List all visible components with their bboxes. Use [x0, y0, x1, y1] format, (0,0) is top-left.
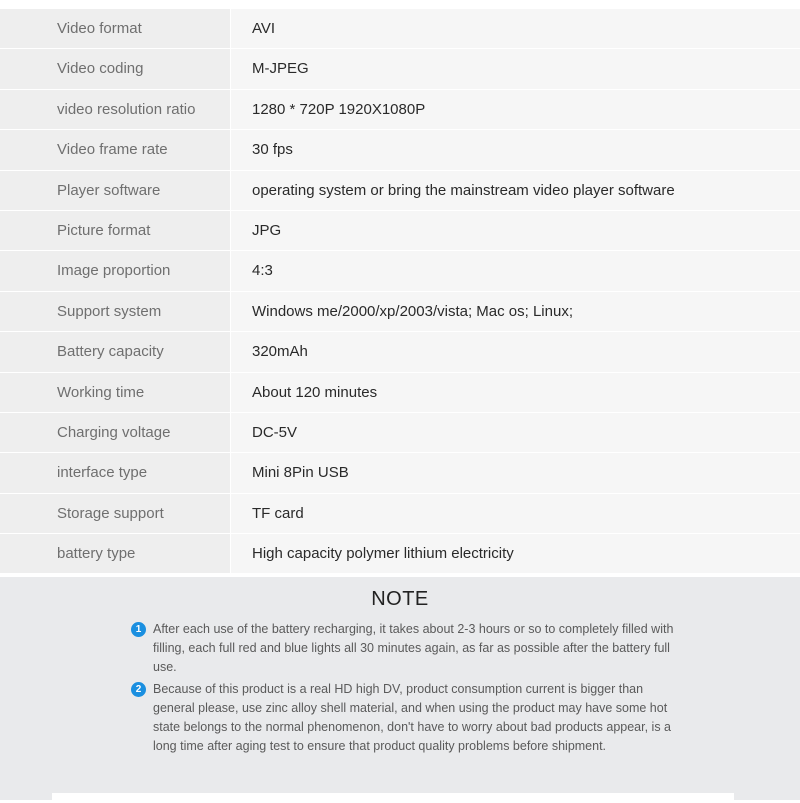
- spec-value: 30 fps: [231, 130, 800, 169]
- spec-label: Support system: [0, 292, 231, 331]
- spec-row-storage-support: [0, 494, 800, 534]
- spec-row-battery-type: [0, 534, 800, 574]
- spec-value: AVI: [231, 9, 800, 48]
- spec-label: Image proportion: [0, 251, 231, 290]
- spec-label: Working time: [0, 373, 231, 412]
- note-section: [0, 577, 800, 800]
- spec-value: 1280 * 720P 1920X1080P: [231, 90, 800, 129]
- spec-label: Storage support: [0, 494, 231, 533]
- spec-row-charging-voltage: [0, 413, 800, 453]
- spec-row-frame-rate: [0, 130, 800, 170]
- spec-value: Windows me/2000/xp/2003/vista; Mac os; Linux;: [231, 292, 800, 331]
- spec-value: Mini 8Pin USB: [231, 453, 800, 492]
- number-badge-icon: 1: [131, 622, 146, 637]
- spec-value: 320mAh: [231, 332, 800, 371]
- spec-row-resolution: [0, 90, 800, 130]
- spec-label: Video frame rate: [0, 130, 231, 169]
- spec-value: JPG: [231, 211, 800, 250]
- spec-row-interface-type: [0, 453, 800, 493]
- spec-row-working-time: [0, 373, 800, 413]
- note-item-1: [131, 620, 676, 677]
- spec-label: interface type: [0, 453, 231, 492]
- note-item-2: [131, 680, 676, 756]
- spec-label: Video format: [0, 9, 231, 48]
- spec-table: [0, 9, 800, 574]
- note-text: After each use of the battery recharging, it takes about 2-3 hours or so to completely filled with filling, each full red and blue lights all 30 minutes again, as far as possible after the battery full use.: [153, 622, 674, 674]
- spec-value: About 120 minutes: [231, 373, 800, 412]
- spec-label: Charging voltage: [0, 413, 231, 452]
- spec-row-player-software: [0, 171, 800, 211]
- spec-label: Video coding: [0, 49, 231, 88]
- spec-label: video resolution ratio: [0, 90, 231, 129]
- spec-row-picture-format: [0, 211, 800, 251]
- spec-row-support-system: [0, 292, 800, 332]
- note-text: Because of this product is a real HD high DV, product consumption current is bigger than general please, use zinc alloy shell material, and when using the product may have some hot state belongs to the normal phenomenon, don't have to worry about bad products appear, is a long time after aging test to ensure that product quality problems before shipment.: [153, 682, 672, 753]
- spec-label: Picture format: [0, 211, 231, 250]
- spec-value: M-JPEG: [231, 49, 800, 88]
- spec-label: battery type: [0, 534, 231, 573]
- spec-value: High capacity polymer lithium electricity: [231, 534, 800, 573]
- spec-row-video-coding: [0, 49, 800, 89]
- spec-row-video-format: [0, 9, 800, 49]
- number-badge-icon: 2: [131, 682, 146, 697]
- spec-label: Player software: [0, 171, 231, 210]
- spec-value: 4:3: [231, 251, 800, 290]
- bottom-card-edge: [52, 793, 734, 803]
- spec-label: Battery capacity: [0, 332, 231, 371]
- spec-value: DC-5V: [231, 413, 800, 452]
- spec-row-battery-capacity: [0, 332, 800, 372]
- spec-row-image-proportion: [0, 251, 800, 291]
- spec-value: operating system or bring the mainstream video player software: [231, 171, 800, 210]
- note-title: NOTE: [371, 588, 429, 610]
- spec-value: TF card: [231, 494, 800, 533]
